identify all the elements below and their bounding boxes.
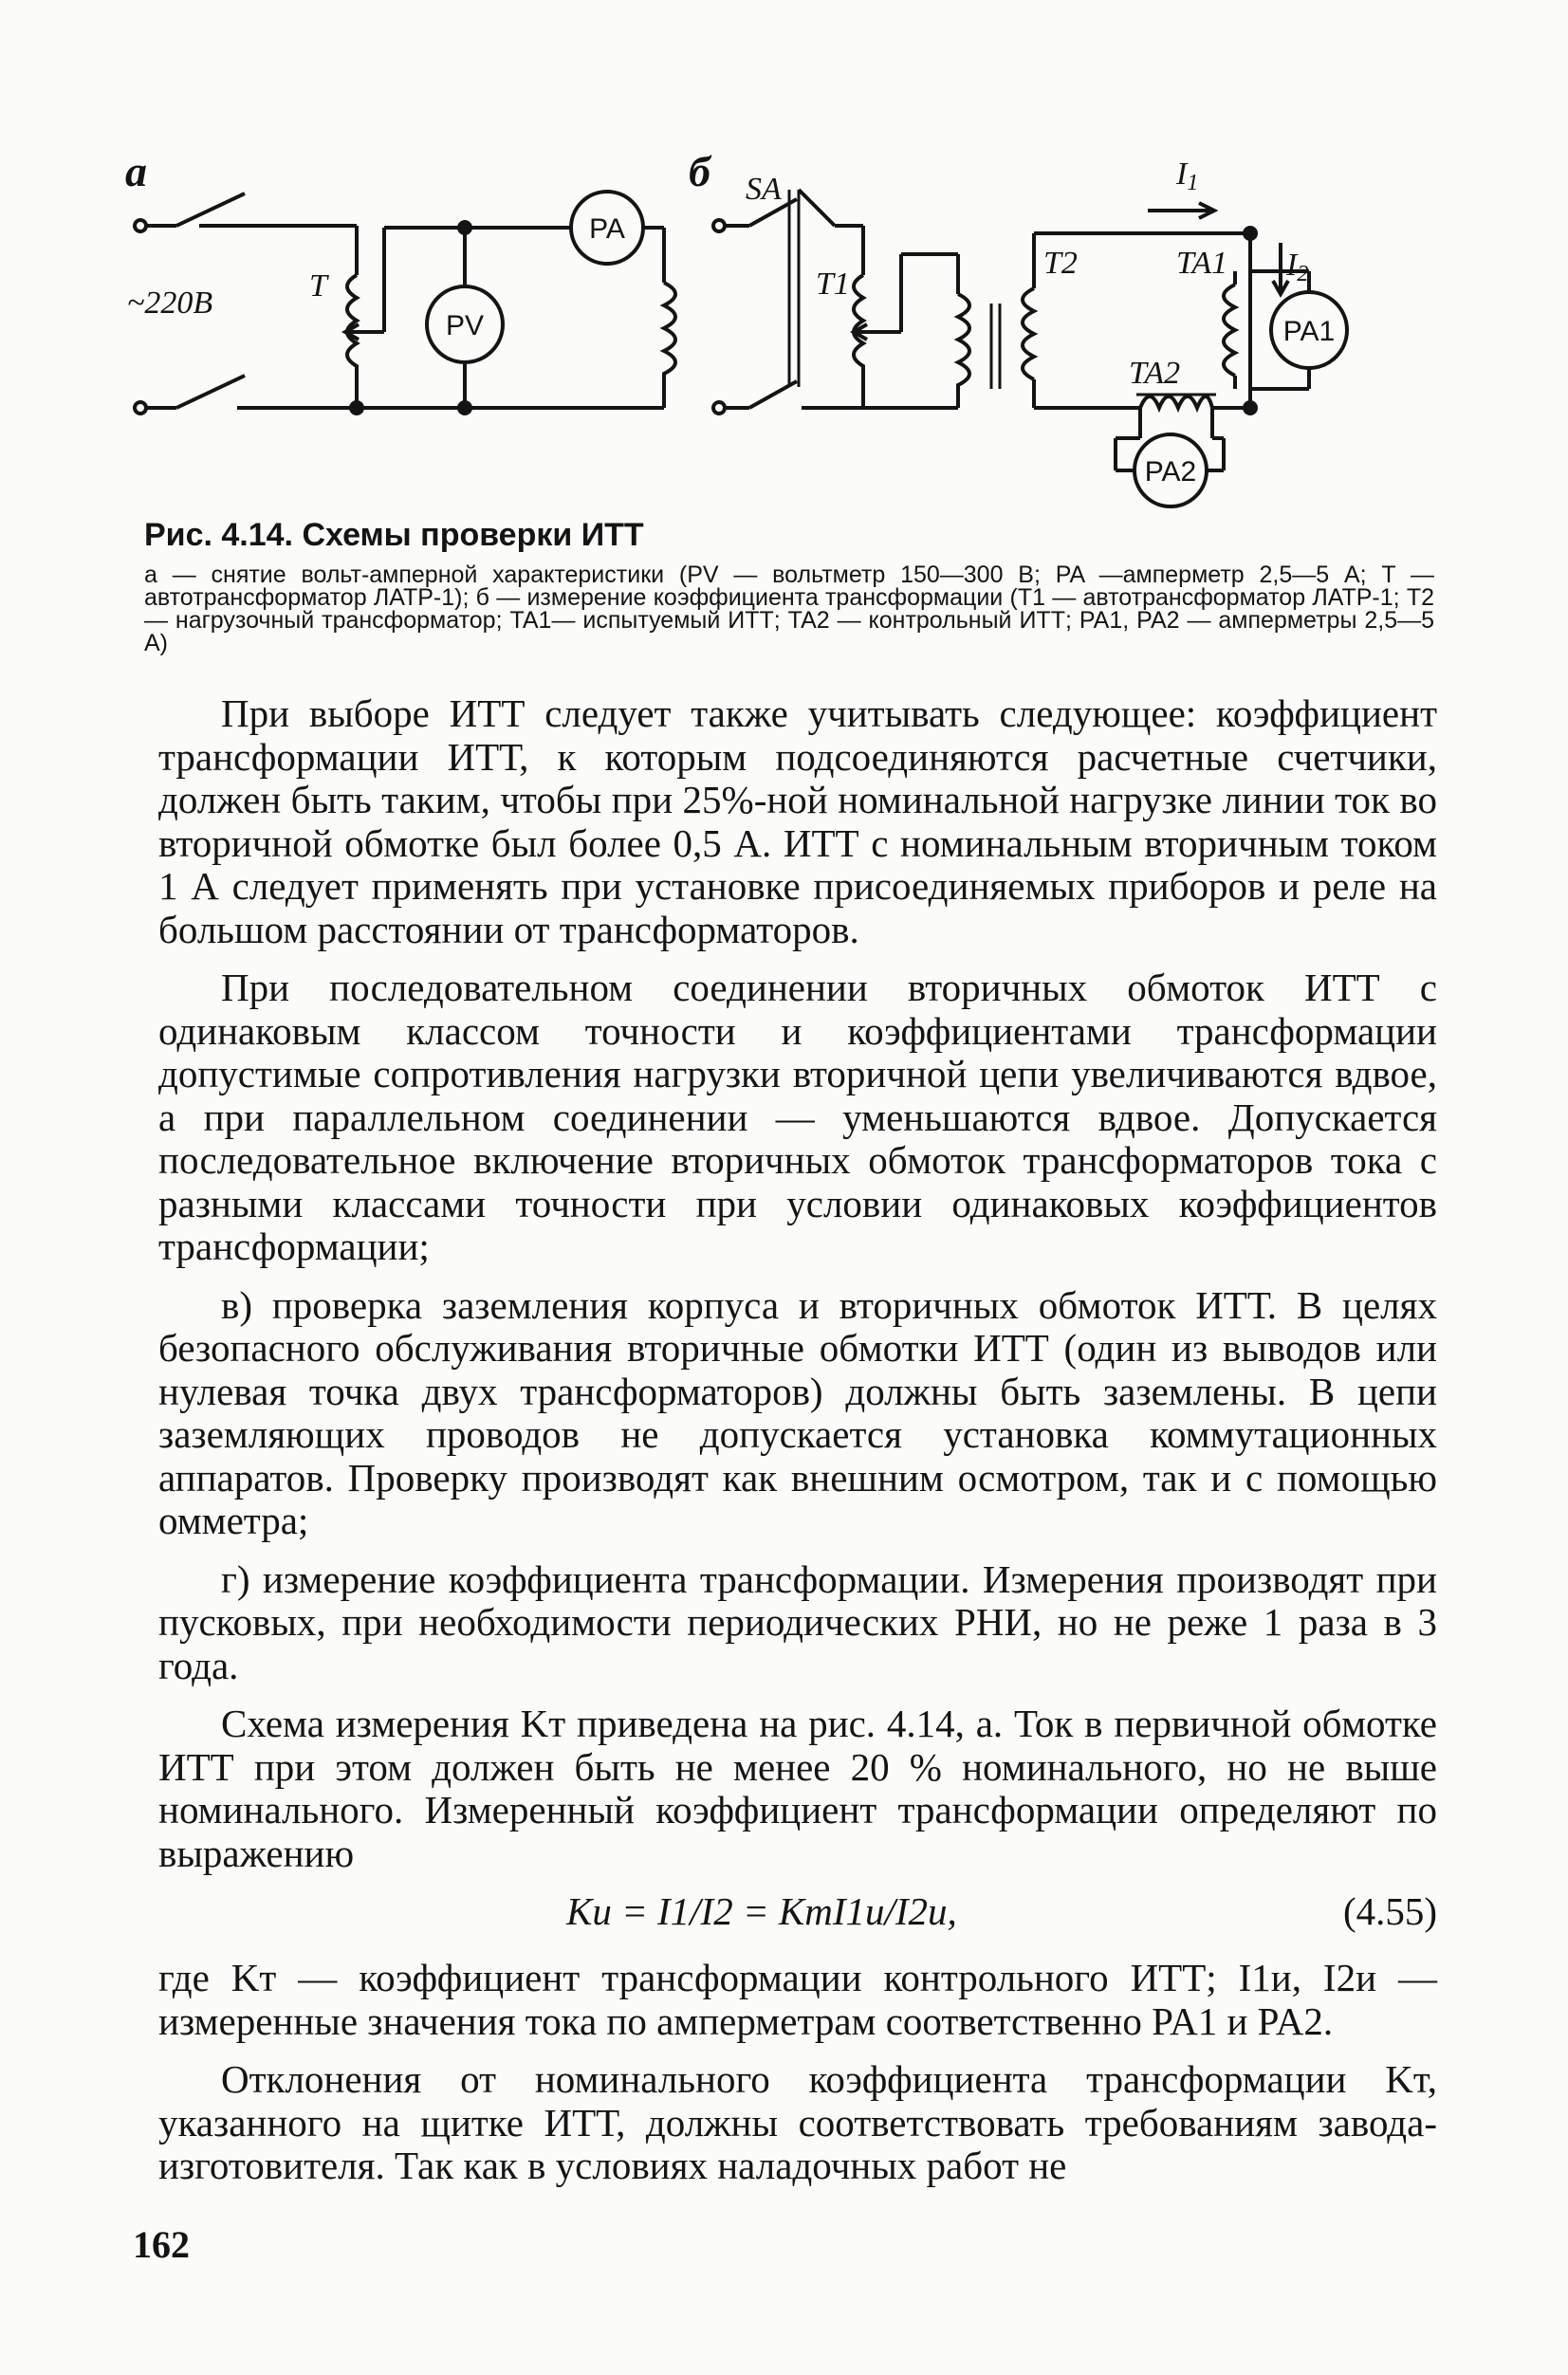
ammeter-pa2-label: PA2 — [1144, 456, 1197, 488]
panel-b-diagram — [689, 147, 1347, 506]
panel-b-letter: б — [689, 147, 710, 195]
panel-a-letter: а — [125, 147, 147, 195]
autotransformer-t1-label: T1 — [816, 267, 850, 302]
load-transformer-t2-label: T2 — [1043, 246, 1078, 281]
figure-caption — [144, 517, 1434, 654]
paragraph-3: в) проверка заземления корпуса и вторичных обмоток ИТТ. В целях безопасного обслуживания вторичные обмотки ИТТ (один из выводов или нулевая точка двух трансформаторов) должны быть заземлены. В цепи заземляющих проводов не допускается установка коммутационных аппаратов. Проверку производят как внешним осмотром, так и с помощью омметра; — [158, 1282, 1437, 1542]
figure-4-14 — [125, 147, 1461, 531]
paragraph-1: При выборе ИТТ следует также учитывать следующее: коэффициент трансформации ИТТ, к которым подсоединяются расчетные счетчики, должен быть таким, чтобы при 25%-ной номинальной нагрузке линии ток во вторичной обмотке был более 0,5 А. ИТТ с номинальным вторичным током 1 А следует применять при установке присоединяемых приборов и реле на большом расстоянии от трансформаторов. — [158, 691, 1437, 951]
voltmeter-pv-label: PV — [445, 310, 485, 341]
ct-ta1-label: TA1 — [1176, 246, 1228, 281]
current-i1-label: I1 — [1176, 156, 1199, 195]
formula-expression: Kи = I1/I2 = KтI1и/I2и, — [566, 1889, 957, 1933]
switch-sa-label: SA — [746, 172, 782, 207]
ct-ta2-label: TA2 — [1129, 356, 1181, 391]
main-text — [158, 692, 1437, 2203]
page-number: 162 — [133, 2223, 190, 2266]
current-i2-label: I2 — [1286, 248, 1309, 286]
paragraph-4: г) измерение коэффициента трансформации. Измерения производят при пусковых, при необходимости периодических РНИ, но не реже 1 раза в 3 года. — [158, 1556, 1437, 1687]
ammeter-pa1-label: PA1 — [1282, 316, 1336, 347]
circuit-diagrams — [125, 147, 1461, 531]
panel-a-diagram — [125, 147, 675, 414]
paragraph-last: Отклонения от номинального коэффициента трансформации Kт, указанного на щитке ИТТ, должны соответствовать требованиям завода-изготовителя. Так как в условиях наладочных работ не — [158, 2057, 1437, 2187]
supply-voltage-label: ~220В — [127, 285, 213, 321]
paragraph-2: При последовательном соединении вторичных обмоток ИТТ с одинаковым классом точности и коэффициентами трансформации допустимые сопротивления нагрузки вторичной цепи увеличиваются вдвое, а при параллельном соединении — уменьшаются вдвое. Допускается последовательное включение вторичных обмоток трансформаторов тока с разными классами точности при условии одинаковых коэффициентов трансформации; — [158, 966, 1437, 1268]
paragraph-5: Схема измерения Kт приведена на рис. 4.14, а. Ток в первичной обмотке ИТТ при этом должен быть не менее 20 % номинального, но не выше номинального. Измеренный коэффициент трансформации определяют по выражению — [158, 1702, 1437, 1875]
formula-4-55 — [158, 1890, 1437, 1938]
caption-title: Рис. 4.14. Схемы проверки ИТТ — [144, 517, 644, 553]
formula-explanation: где Kт — коэффициент трансформации контрольного ИТТ; I1и, I2и — измеренные значения тока по амперметрам соответственно PA1 и PA2. — [158, 1956, 1437, 2043]
formula-number: (4.55) — [1342, 1889, 1437, 1933]
autotransformer-t-label: T — [309, 268, 327, 304]
caption-body: а — снятие вольт-амперной характеристики (PV — вольтметр 150—300 В; PA —амперметр 2,5—5 А; T — автотрансформатор ЛАТР-1); б — измерение коэффициента трансформации (T1 — автотрансформатор ЛАТР-1; T2 — нагрузочный трансформатор; TA1— испытуемый ИТТ; TA2 — контрольный ИТТ; PA1, PA2 — амперметры 2,5—5 А) — [144, 562, 1434, 656]
ammeter-pa-label: PA — [589, 213, 625, 245]
